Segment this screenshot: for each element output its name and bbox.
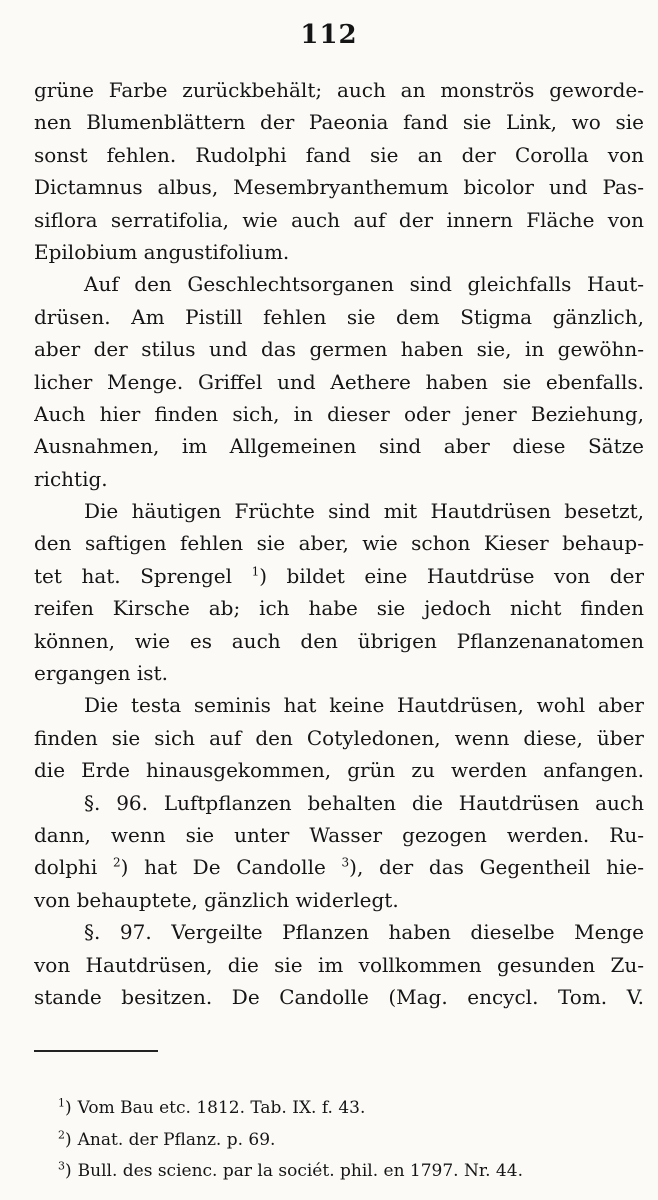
footnotes — [58, 1093, 638, 1188]
text-line: von Hautdrüsen, die sie im vollkommen gesunden Zu- — [34, 952, 644, 977]
footnote: $^3$) Bull. des scienc. par la sociét. phil. en 1797. Nr. 44. — [58, 1159, 523, 1181]
text-line: licher Menge. Griffel und Aethere haben sie ebenfalls. — [34, 369, 644, 394]
text-line-with-footnote-ref — [34, 560, 644, 592]
footnote-text: Vom Bau etc. 1812. Tab. IX. f. 43. — [77, 1098, 366, 1118]
page-number: 112 — [300, 20, 358, 50]
footnote-mark: 3 — [58, 1159, 65, 1173]
text-line: drüsen. Am Pistill fehlen sie dem Stigma gänzlich, — [34, 304, 644, 329]
text-line-with-footnote-ref — [34, 851, 644, 883]
text-segment: ) bildet eine Hautdrüse von der — [259, 563, 644, 588]
text-line: Dictamnus albus, Mesembryanthemum bicolor und Pas- — [34, 175, 644, 200]
text-line: Die häutigen Früchte sind mit Hautdrüsen besetzt, — [84, 499, 644, 524]
footnote-divider — [34, 1050, 158, 1052]
text-line: grüne Farbe zurückbehält; auch an monströs geworde- — [34, 78, 644, 102]
text-line: dann, wenn sie unter Wasser gezogen werden. Ru- — [34, 822, 644, 847]
text-line: finden sie sich auf den Cotyledonen, wenn diese, über — [34, 725, 644, 750]
text-line: Die testa seminis hat keine Hautdrüsen, wohl aber — [84, 693, 644, 718]
text-line: Auch hier finden sich, in dieser oder jener Beziehung, — [34, 401, 644, 426]
text-line: §. 96. Luftpflanzen behalten die Hautdrüsen auch — [84, 790, 644, 815]
text-line: reifen Kirsche ab; ich habe sie jedoch nicht finden — [34, 596, 644, 621]
footnote: $^2$) Anat. der Pflanz. p. 69. — [58, 1127, 276, 1150]
text-line: Epilobium angustifolium. — [34, 239, 290, 264]
footnote-reference: 1 — [251, 564, 260, 579]
text-line: richtig. — [34, 466, 108, 491]
text-line: von behauptete, gänzlich widerlegt. — [34, 887, 399, 912]
text-line: den saftigen fehlen sie aber, wie schon Kieser behaup- — [34, 531, 644, 556]
text-line: sonst fehlen. Rudolphi fand sie an der Corolla von — [34, 142, 644, 167]
footnote-text: Anat. der Pflanz. p. 69. — [77, 1129, 276, 1150]
text-segment: dolphi — [34, 855, 98, 880]
footnote-reference: 2 — [113, 855, 121, 870]
text-segment: tet hat. Sprengel — [34, 563, 233, 588]
text-line: die Erde hinausgekommen, grün zu werden anfangen. — [34, 758, 644, 783]
footnote: $^1$) Vom Bau etc. 1812. Tab. IX. f. 43. — [58, 1096, 366, 1118]
text-line: siflora serratifolia, wie auch auf der innern Fläche von — [34, 207, 644, 232]
footnote-mark: 1 — [58, 1096, 65, 1110]
text-line: aber der stilus und das germen haben sie, in gewöhn- — [34, 337, 644, 362]
footnote-reference: 3 — [341, 855, 350, 870]
text-segment: ), der das Gegentheil hie- — [349, 855, 644, 880]
text-line: nen Blumenblättern der Paeonia fand sie Link, wo sie — [34, 110, 644, 135]
footnote-mark: 2 — [58, 1127, 65, 1141]
text-line: können, wie es auch den übrigen Pflanzenanatomen — [34, 628, 644, 653]
text-line: ergangen ist. — [34, 661, 168, 686]
text-line: §. 97. Vergeilte Pflanzen haben dieselbe Menge — [84, 920, 644, 945]
footnote-text: Bull. des scienc. par la sociét. phil. en 1797. Nr. 44. — [77, 1161, 523, 1181]
text-line: stande besitzen. De Candolle (Mag. encycl. Tom. V. — [34, 984, 644, 1009]
text-segment: ) hat De Candolle — [120, 855, 326, 880]
body-text — [34, 74, 644, 1013]
text-line: Ausnahmen, im Allgemeinen sind aber diese Sätze — [34, 434, 644, 459]
text-line: Auf den Geschlechtsorganen sind gleichfalls Haut- — [84, 272, 644, 297]
